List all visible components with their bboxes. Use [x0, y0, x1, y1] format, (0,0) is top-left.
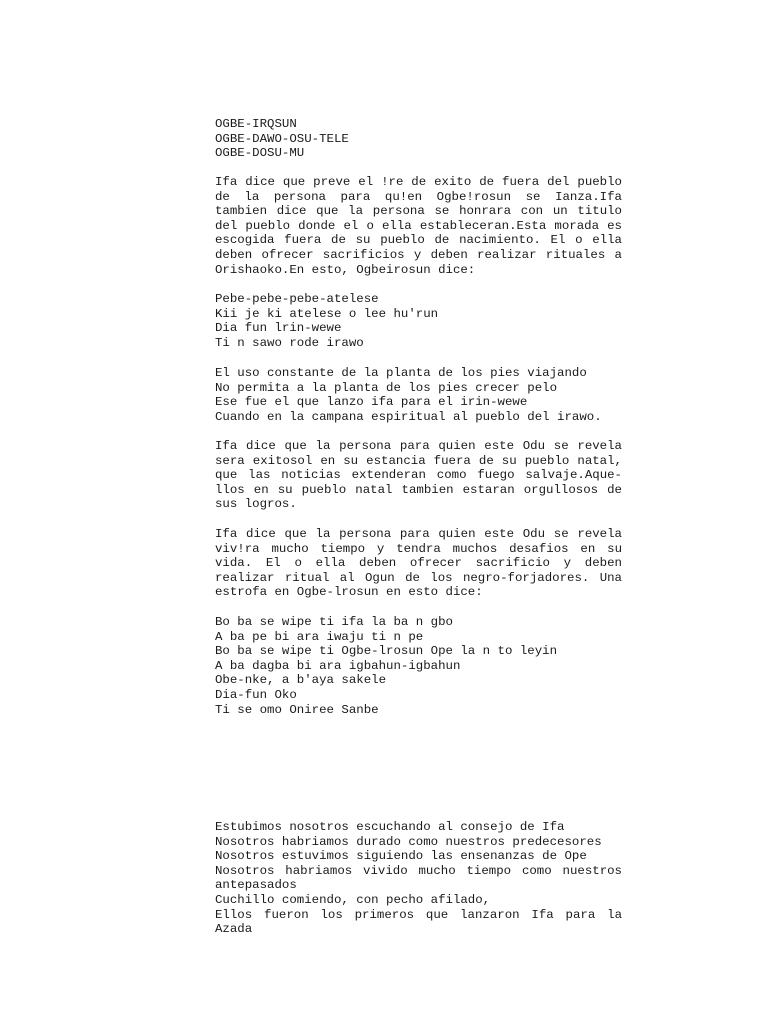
title-line: OGBE-DOSU-MU: [215, 146, 305, 161]
paragraph-line: tambien dice que la persona se honrara con un titulo: [215, 204, 622, 219]
paragraph-line: viv!ra mucho tiempo y tendra muchos desafios en su: [215, 541, 622, 556]
verse-line: Azada: [215, 922, 253, 937]
verse-line: Cuchillo comiendo, con pecho afilado,: [215, 892, 491, 907]
verse-line: Pebe-pebe-pebe-atelese: [215, 292, 379, 306]
paragraph-intro: [215, 175, 622, 277]
paragraph-line: vida. El o ella deben ofrecer sacrificio y deben: [215, 556, 622, 571]
paragraph-line: Orishaoko.En esto, Ogbeirosun dice:: [215, 262, 476, 277]
verse-line: antepasados: [215, 878, 297, 893]
verse-line: Nosotros habriamos durado como nuestros predecesores: [215, 834, 602, 849]
verse-line: Ti n sawo rode irawo: [215, 335, 364, 350]
paragraph-success: [215, 439, 622, 512]
verse-line: Obe-nke, a b'aya sakele: [215, 673, 387, 688]
verse-line: Cuando en la campana espiritual al pueblo del irawo.: [215, 409, 602, 424]
paragraph-line: escogida fuera de su pueblo de nacimiento. El o ella: [215, 233, 622, 248]
verse-translation-1: [215, 366, 622, 424]
paragraph-line: realizar ritual al Ogun de los negro-forjadores. Una: [215, 570, 622, 585]
verse-line: Nosotros estuvimos siguiendo las ensenanzas de Ope: [215, 849, 587, 864]
paragraph-line: llos en su pueblo natal tambien estaran orgullosos de: [215, 482, 622, 497]
verse-translation-2: [215, 820, 622, 937]
paragraph-line: de la persona para qu!en Ogbe!rosun se Ianza.Ifa: [215, 189, 622, 204]
verse-line: A ba pe bi ara iwaju ti n pe: [215, 629, 424, 644]
paragraph-line: estrofa en Ogbe-lrosun en esto dice:: [215, 585, 483, 600]
title-line: OGBE-DAWO-OSU-TELE: [215, 131, 349, 146]
paragraph-line: sus logros.: [215, 497, 297, 512]
verse-line: Ti se omo Oniree Sanbe: [215, 702, 379, 717]
verse-yoruba-2: [215, 615, 622, 717]
paragraph-longevity: [215, 527, 622, 600]
paragraph-line: Ifa dice que preve el !re de exito de fuera del pueblo: [215, 175, 622, 189]
paragraph-line: Ifa dice que la persona para quien este Odu se revela: [215, 527, 622, 541]
verse-yoruba-1: [215, 292, 622, 350]
verse-line: Dia fun lrin-wewe: [215, 321, 342, 336]
paragraph-line: del pueblo donde el o ella estableceran.Esta morada es: [215, 218, 622, 233]
title-line: OGBE-IRQSUN: [215, 117, 297, 131]
verse-line: El uso constante de la planta de los pies viajando: [215, 366, 587, 380]
paragraph-line: que las noticias extenderan como fuego salvaje.Aque-: [215, 468, 622, 483]
verse-line: Bo ba se wipe ti ifa la ba n gbo: [215, 615, 453, 629]
paragraph-line: sera exitosol en su estancia fuera de su pueblo natal,: [215, 453, 622, 468]
paragraph-line: deben ofrecer sacrificios y deben realizar rituales a: [215, 247, 622, 262]
verse-line: Kii je ki atelese o lee hu'run: [215, 306, 439, 321]
verse-line: Nosotros habriamos vivido mucho tiempo como nuestros: [215, 863, 622, 878]
paragraph-line: Ifa dice que la persona para quien este Odu se revela: [215, 439, 622, 453]
verse-line: Ese fue el que lanzo ifa para el irin-wewe: [215, 395, 528, 410]
verse-line: No permita a la planta de los pies crecer pelo: [215, 380, 558, 395]
verse-line: A ba dagba bi ara igbahun-igbahun: [215, 658, 461, 673]
verse-line: Estubimos nosotros escuchando al consejo de Ifa: [215, 820, 565, 834]
odu-titles: [215, 117, 622, 161]
verse-line: Dia-fun Oko: [215, 687, 297, 702]
verse-line: Ellos fueron los primeros que lanzaron Ifa para la: [215, 907, 622, 922]
verse-line: Bo ba se wipe ti Ogbe-lrosun Ope la n to leyin: [215, 644, 558, 659]
